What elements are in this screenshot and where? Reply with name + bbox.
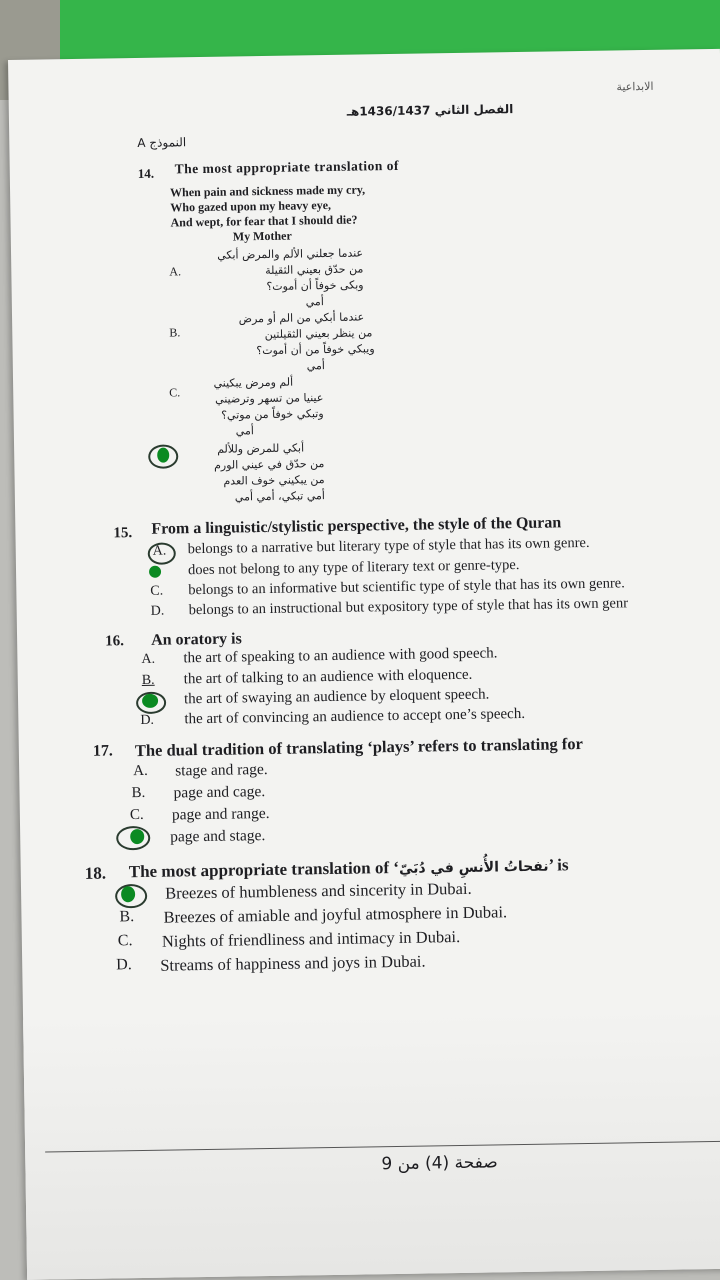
option-line: أبكي للمرض وللألم xyxy=(217,441,305,456)
poem-line: When pain and sickness made my cry, xyxy=(169,182,366,200)
option-text: the art of swaying an audience by eloquent speech. xyxy=(183,686,490,708)
option-letter: C. xyxy=(169,385,181,400)
option-line: أمي xyxy=(305,295,324,309)
option-letter: B. xyxy=(131,784,146,802)
option-line: عندما جعلني الألم والمرض أبكي xyxy=(217,246,364,262)
option-line: وبكى خوفاً أن أموت؟ xyxy=(266,278,364,293)
option-line: عينيا من تسهر وترضيني xyxy=(215,391,324,406)
exam-page xyxy=(8,49,720,1280)
option-letter: B. xyxy=(119,908,135,926)
option-letter: B. xyxy=(169,325,181,340)
option-text: the art of speaking to an audience with good speech. xyxy=(183,645,498,667)
option-letter: A. xyxy=(152,543,167,559)
option-text: Nights of friendliness and intimacy in Dubai. xyxy=(161,927,461,951)
option-letter: C. xyxy=(129,806,144,824)
option-line: من يبكيني خوف العدم xyxy=(223,473,325,488)
option-letter: A. xyxy=(169,264,182,279)
question-number: 15. xyxy=(113,525,133,542)
option-line: من حدّق في عيني الورم xyxy=(213,457,325,472)
stem-text-end: ’ is xyxy=(548,855,569,875)
green-answer-mark xyxy=(157,448,169,463)
stem-arabic: نفحاتُ الأُنسِ في دُبَيّ xyxy=(398,858,549,877)
question-stem xyxy=(129,855,569,882)
option-text: the art of convincing an audience to accept one’s speech. xyxy=(184,705,526,728)
option-line: عندما أبكي من الم أو مرض xyxy=(238,310,365,326)
header-semester: الفصل الثاني 1436/1437هـ xyxy=(346,102,514,119)
option-text: page and range. xyxy=(171,804,270,824)
option-text: the art of talking to an audience with eloquence. xyxy=(183,666,473,688)
question-stem: The most appropriate translation of xyxy=(174,157,400,177)
option-line: أمي xyxy=(306,359,325,373)
option-text: belongs to an instructional but expository type of style that has its own genr xyxy=(188,595,629,619)
option-letter: C. xyxy=(150,583,164,599)
option-letter: D. xyxy=(116,956,132,974)
question-number: 14. xyxy=(137,165,155,181)
question-number: 18. xyxy=(84,863,107,883)
header-model: النموذج A xyxy=(137,135,187,150)
option-text: Breezes of amiable and joyful atmosphere in Dubai. xyxy=(163,902,508,927)
page-number: صفحة (4) من 9 xyxy=(381,1152,498,1175)
option-line: وتبكي خوفاً من موتي؟ xyxy=(221,407,324,422)
option-line: ويبكي خوفاً من أن أموت؟ xyxy=(256,342,375,358)
option-text: Breezes of humbleness and sincerity in Dubai. xyxy=(164,878,472,903)
question-number: 17. xyxy=(92,742,113,760)
option-text: Streams of happiness and joys in Dubai. xyxy=(160,951,426,975)
option-text: belongs to a narrative but literary type of style that has its own genre. xyxy=(187,534,590,558)
option-letter: C. xyxy=(117,932,133,950)
option-line: أمي تبكي، أمي أمي xyxy=(234,489,325,504)
option-line: من حدّق بعيني الثقيلة xyxy=(265,262,364,277)
option-letter: D. xyxy=(140,712,155,729)
option-line: أمي xyxy=(235,424,254,438)
green-answer-mark xyxy=(149,566,161,578)
question-stem: The dual tradition of translating ‘plays’ refers to translating for xyxy=(134,734,584,761)
option-text: stage and rage. xyxy=(175,761,268,780)
option-text: page and stage. xyxy=(170,827,266,846)
option-line: ألم ومرض يبكيني xyxy=(213,375,294,390)
green-answer-mark xyxy=(130,829,144,844)
option-line: من ينظر بعيني الثقيلتين xyxy=(264,326,373,342)
stem-text: The most appropriate translation of ‘ xyxy=(128,857,400,882)
option-letter: D. xyxy=(150,603,165,619)
question-number: 16. xyxy=(105,633,125,650)
question-stem: From a linguistic/stylistic perspective, the style of the Quran xyxy=(151,514,562,538)
option-letter: A. xyxy=(141,651,156,667)
option-letter: A. xyxy=(133,762,148,780)
option-text: does not belong to any type of literary text or genre-type. xyxy=(187,557,520,579)
poem-line: My Mother xyxy=(232,228,292,244)
option-text: page and cage. xyxy=(173,783,266,802)
question-stem: An oratory is xyxy=(150,630,242,649)
header-college: الابداعية xyxy=(616,79,654,94)
option-text: belongs to an informative but scientific type of style that has its own genre. xyxy=(188,575,625,599)
option-letter: B. xyxy=(141,672,155,688)
green-answer-mark xyxy=(121,886,135,902)
poem-line: And wept, for fear that I should die? xyxy=(170,212,358,230)
poem-line: Who gazed upon my heavy eye, xyxy=(170,197,332,215)
